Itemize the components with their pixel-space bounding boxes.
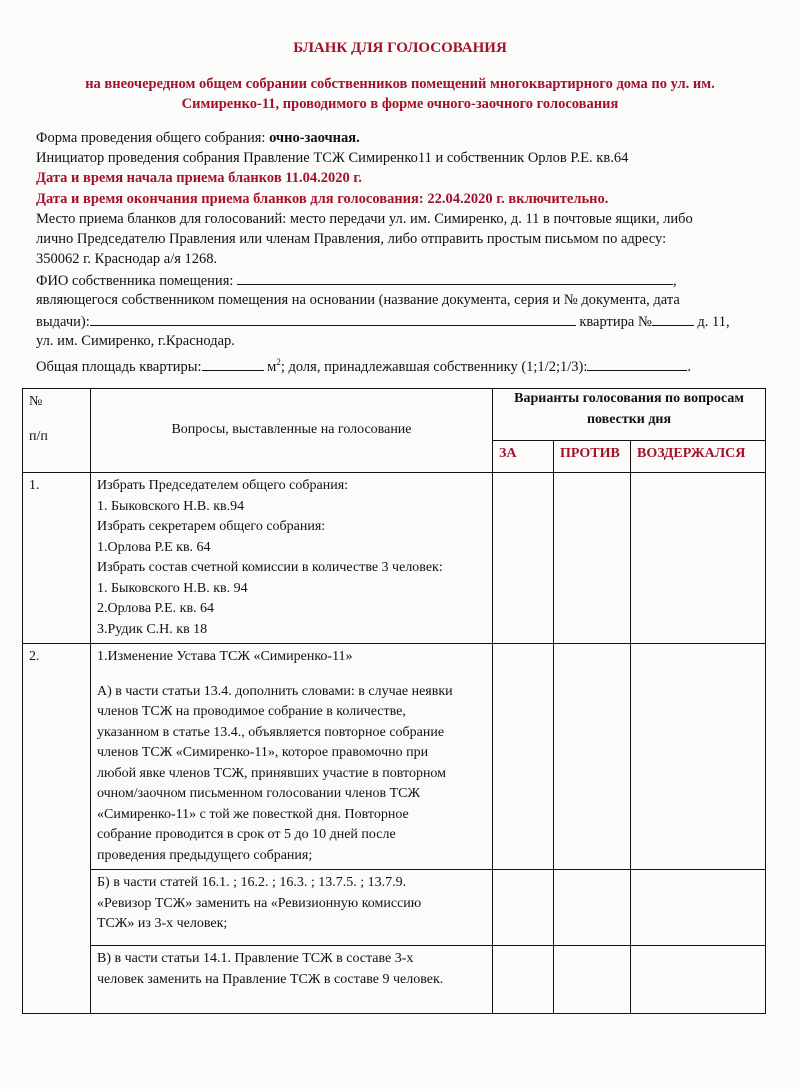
- area-label: Общая площадь квартиры:: [36, 358, 202, 375]
- question-line: 2.Орлова Р.Е. кв. 64: [97, 601, 215, 616]
- initiator: Инициатор проведения собрания Правление ТСЖ Симиренко11 и собственник Орлов Р.Е. кв.64: [36, 150, 629, 166]
- header-for: ЗА: [493, 441, 554, 473]
- question-line: 1.Орлова Р.Е кв. 64: [97, 539, 211, 555]
- place-line-3: 350062 г. Краснодар а/я 1268.: [36, 251, 218, 267]
- row-question: [91, 644, 493, 870]
- street: ул. им. Симиренко, г.Краснодар.: [36, 333, 235, 349]
- question-line: Избрать Председателем общего собрания:: [97, 478, 349, 493]
- row-number: 1.: [23, 473, 91, 644]
- vote-for-cell[interactable]: [493, 644, 554, 870]
- area-row: Общая площадь квартиры: $м^2$; доля, принадлежавшая собственнику (1;1/2;1/3): .: [36, 357, 692, 375]
- basis-line: являющегося собственником помещения на основании (название документа, серия и № документа, дата: [36, 292, 680, 308]
- header-number-sign: №: [29, 394, 43, 409]
- header-number-pp: п/п: [29, 428, 48, 444]
- question-line: 3.Рудик С.Н. кв 18: [97, 621, 208, 637]
- question-heading: 1.Изменение Устава ТСЖ «Симиренко-11»: [97, 649, 353, 664]
- end-date: Дата и время окончания приема бланков для голосования: 22.04.2020 г. включительно.: [36, 191, 609, 207]
- document-title: БЛАНК ДЛЯ ГОЛОСОВАНИЯ: [293, 40, 507, 56]
- row-question: [91, 473, 493, 644]
- issued-label: выдачи):: [36, 314, 90, 330]
- header-abstain: ВОЗДЕРЖАЛСЯ: [631, 441, 766, 473]
- owner-name-field[interactable]: [237, 270, 673, 285]
- subtitle-line-1: на внеочередном общем собрании собственников помещений многоквартирного дома по ул. им.: [85, 76, 715, 92]
- share-field[interactable]: [587, 356, 687, 371]
- header-number: [23, 389, 91, 473]
- vote-against-cell[interactable]: [554, 473, 631, 644]
- vote-against-cell[interactable]: [554, 946, 631, 1014]
- header-against: ПРОТИВ: [554, 441, 631, 473]
- header-options: Варианты голосования по вопросам повестки дня: [493, 389, 766, 441]
- question-part-b: Б) в части статей 16.1. ; 16.2. ; 16.3. ; 13.7.5. ; 13.7.9. «Ревизор ТСЖ» заменить на «Ревизионную комиссию ТСЖ» из 3-х человек;: [91, 870, 493, 946]
- owner-name-label: ФИО собственника помещения:: [36, 273, 234, 289]
- question-line: Избрать секретарем общего собрания:: [97, 519, 326, 534]
- subtitle-line-2: Симиренко-11, проводимого в форме очного-заочного голосования: [181, 96, 619, 112]
- row-number: 2.: [23, 644, 91, 1014]
- table-row: [23, 946, 766, 1014]
- vote-abstain-cell[interactable]: [631, 473, 766, 644]
- house-number: д. 11,: [697, 314, 730, 330]
- area-unit: м: [267, 358, 277, 375]
- apartment-field[interactable]: [652, 311, 694, 326]
- meeting-form-value: очно-заочная.: [269, 130, 360, 146]
- vote-abstain-cell[interactable]: [631, 870, 766, 946]
- vote-for-cell[interactable]: [493, 473, 554, 644]
- issued-row: [36, 311, 730, 332]
- vote-for-cell[interactable]: [493, 946, 554, 1014]
- apartment-label: квартира №: [579, 314, 652, 330]
- table-row: [23, 644, 766, 870]
- area-unit-sup: 2: [276, 357, 281, 367]
- area-field[interactable]: [202, 356, 264, 371]
- vote-abstain-cell[interactable]: [631, 644, 766, 870]
- question-line: 1. Быковского Н.В. кв.94: [97, 498, 245, 514]
- question-part-c: В) в части статьи 14.1. Правление ТСЖ в составе 3-х человек заменить на Правление ТСЖ в составе 9 человек.: [91, 946, 493, 1014]
- place-line-1: Место приема бланков для голосований: место передачи ул. им. Симиренко, д. 11 в почтовые ящики, либо: [36, 211, 693, 227]
- share-label: ; доля, принадлежавшая собственнику (1;1/2;1/3):: [280, 358, 588, 375]
- vote-for-cell[interactable]: [493, 870, 554, 946]
- question-line: 1. Быковского Н.В. кв. 94: [97, 580, 248, 596]
- vote-against-cell[interactable]: [554, 870, 631, 946]
- header-question: Вопросы, выставленные на голосование: [91, 389, 493, 473]
- owner-name-row: ФИО собственника помещения: ,: [36, 270, 677, 291]
- question-part-a: А) в части статьи 13.4. дополнить словами: в случае неявки членов ТСЖ на проводимое собрание в количестве, указанном в статье 13.4., объявляется повторное собрание членов ТСЖ «Симиренко-11», которое правомочно при любой явке членов ТСЖ, принявших участие в повторном очном/заочном письменном голосовании членов ТСЖ «Симиренко-11» с той же повесткой дня. Повторное собрание проводится в срок от 5 до 10 дней после проведения предыдущего собрания;: [97, 683, 453, 863]
- table-row: [23, 870, 766, 946]
- document-field[interactable]: [90, 311, 576, 326]
- meeting-form: [36, 128, 360, 148]
- question-line: Избрать состав счетной комиссии в количестве 3 человек:: [97, 560, 443, 575]
- start-date: Дата и время начала приема бланков 11.04.2020 г.: [36, 170, 362, 186]
- place-line-2: лично Председателю Правления или членам Правления, либо отправить простым письмом по адресу:: [36, 231, 667, 247]
- meeting-form-label: Форма проведения общего собрания:: [36, 130, 270, 146]
- vote-against-cell[interactable]: [554, 644, 631, 870]
- voting-table: [22, 388, 766, 1014]
- vote-abstain-cell[interactable]: [631, 946, 766, 1014]
- table-row: [23, 473, 766, 644]
